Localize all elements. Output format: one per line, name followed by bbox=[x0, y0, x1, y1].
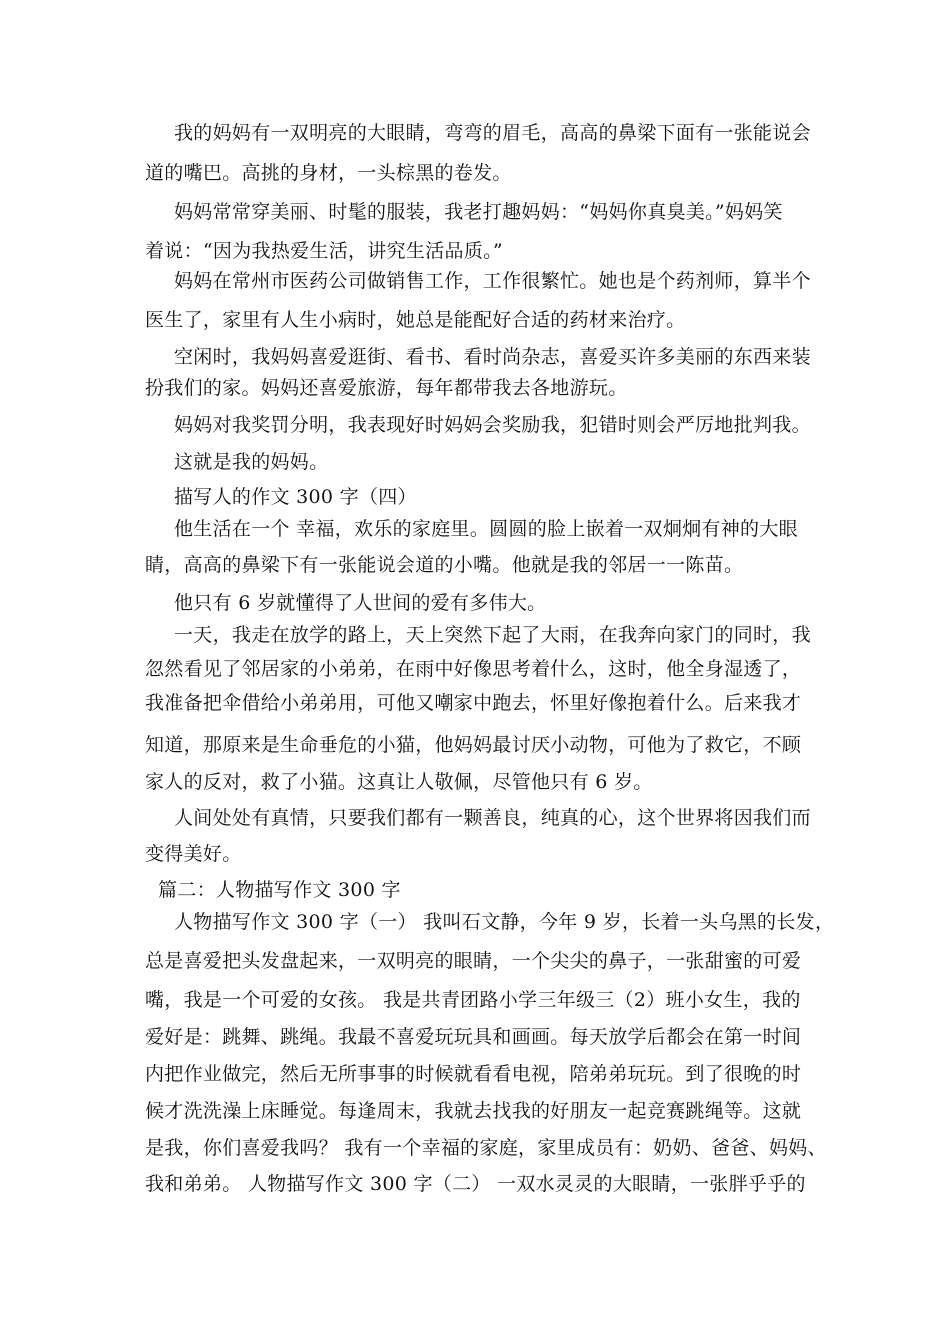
text-line: 变得美好。 bbox=[145, 843, 242, 865]
text-line: 知道，那原来是生命垂危的小猫，他妈妈最讨厌小动物，可他为了救它，不顾 bbox=[145, 734, 802, 756]
text-line: 睛，高高的鼻梁下有一张能说会道的小嘴。他就是我的邻居一一陈苗。 bbox=[145, 554, 744, 576]
text-line: 道的嘴巴。高挑的身材，一头棕黑的卷发。 bbox=[145, 162, 512, 184]
text-line: 我准备把伞借给小弟弟用，可他又嘲家中跑去，怀里好像抱着什么。后来我才 bbox=[145, 692, 802, 714]
text-line: 内把作业做完，然后无所事事的时候就看看电视，陪弟弟玩玩。到了很晚的时 bbox=[145, 1063, 802, 1085]
text-line: 这就是我的妈妈。 bbox=[174, 451, 329, 473]
text-line: 人物描写作文 300 字（一） 我叫石文静，今年 9 岁，长着一头乌黑的长发， bbox=[174, 911, 835, 933]
text-line: 医生了，家里有人生小病时，她总是能配好合适的药材来治疗。 bbox=[145, 309, 686, 331]
text-line: 我的妈妈有一双明亮的大眼睛，弯弯的眉毛，高高的鼻梁下面有一张能说会 bbox=[174, 122, 811, 144]
text-line: 嘴，我是一个可爱的女孩。 我是共青团路小学三年级三（2）班小女生，我的 bbox=[145, 989, 801, 1011]
text-line: 家人的反对，救了小猫。这真让人敬佩，尽管他只有 6 岁。 bbox=[145, 771, 653, 793]
text-line: 总是喜爱把头发盘起来，一双明亮的眼睛，一个尖尖的鼻子，一张甜蜜的可爱 bbox=[145, 950, 802, 972]
text-line: 妈妈对我奖罚分明，我表现好时妈妈会奖励我，犯错时则会严厉地批判我。 bbox=[174, 414, 811, 436]
section-heading: 篇二：人物描写作文 300 字 bbox=[158, 879, 401, 901]
section-heading: 描写人的作文 300 字（四） bbox=[174, 486, 417, 508]
text-line: 一天，我走在放学的路上，天上突然下起了大雨，在我奔向家门的同时，我 bbox=[174, 624, 811, 646]
text-line: 是我，你们喜爱我吗？ 我有一个幸福的家庭，家里成员有：奶奶、爸爸、妈妈、 bbox=[145, 1137, 827, 1159]
text-line: 妈妈常常穿美丽、时髦的服装，我老打趣妈妈：“妈妈你真臭美。”妈妈笑 bbox=[174, 201, 783, 223]
text-line: 他生活在一个 幸福，欢乐的家庭里。圆圆的脸上嵌着一双炯炯有神的大眼 bbox=[174, 518, 798, 540]
text-line: 空闲时，我妈妈喜爱逛街、看书、看时尚杂志，喜爱买许多美丽的东西来装 bbox=[174, 346, 811, 368]
text-line: 着说：“因为我热爱生活，讲究生活品质。” bbox=[145, 240, 503, 262]
text-line: 忽然看见了邻居家的小弟弟，在雨中好像思考着什么，这时，他全身湿透了， bbox=[145, 658, 802, 680]
text-line: 爱好是：跳舞、跳绳。我最不喜爱玩玩具和画画。每天放学后都会在第一时间 bbox=[145, 1026, 802, 1048]
text-line: 妈妈在常州市医药公司做销售工作，工作很繁忙。她也是个药剂师，算半个 bbox=[174, 270, 811, 292]
text-line: 扮我们的家。妈妈还喜爱旅游，每年都带我去各地游玩。 bbox=[145, 377, 628, 399]
text-line: 人间处处有真情，只要我们都有一颗善良，纯真的心，这个世界将因我们而 bbox=[174, 807, 811, 829]
text-line: 我和弟弟。 人物描写作文 300 字（二） 一双水灵灵的大眼睛，一张胖乎乎的 bbox=[145, 1173, 806, 1195]
text-line: 候才洗洗澡上床睡觉。每逢周末，我就去找我的好朋友一起竞赛跳绳等。这就 bbox=[145, 1100, 802, 1122]
text-line: 他只有 6 岁就懂得了人世间的爱有多伟大。 bbox=[174, 592, 547, 614]
